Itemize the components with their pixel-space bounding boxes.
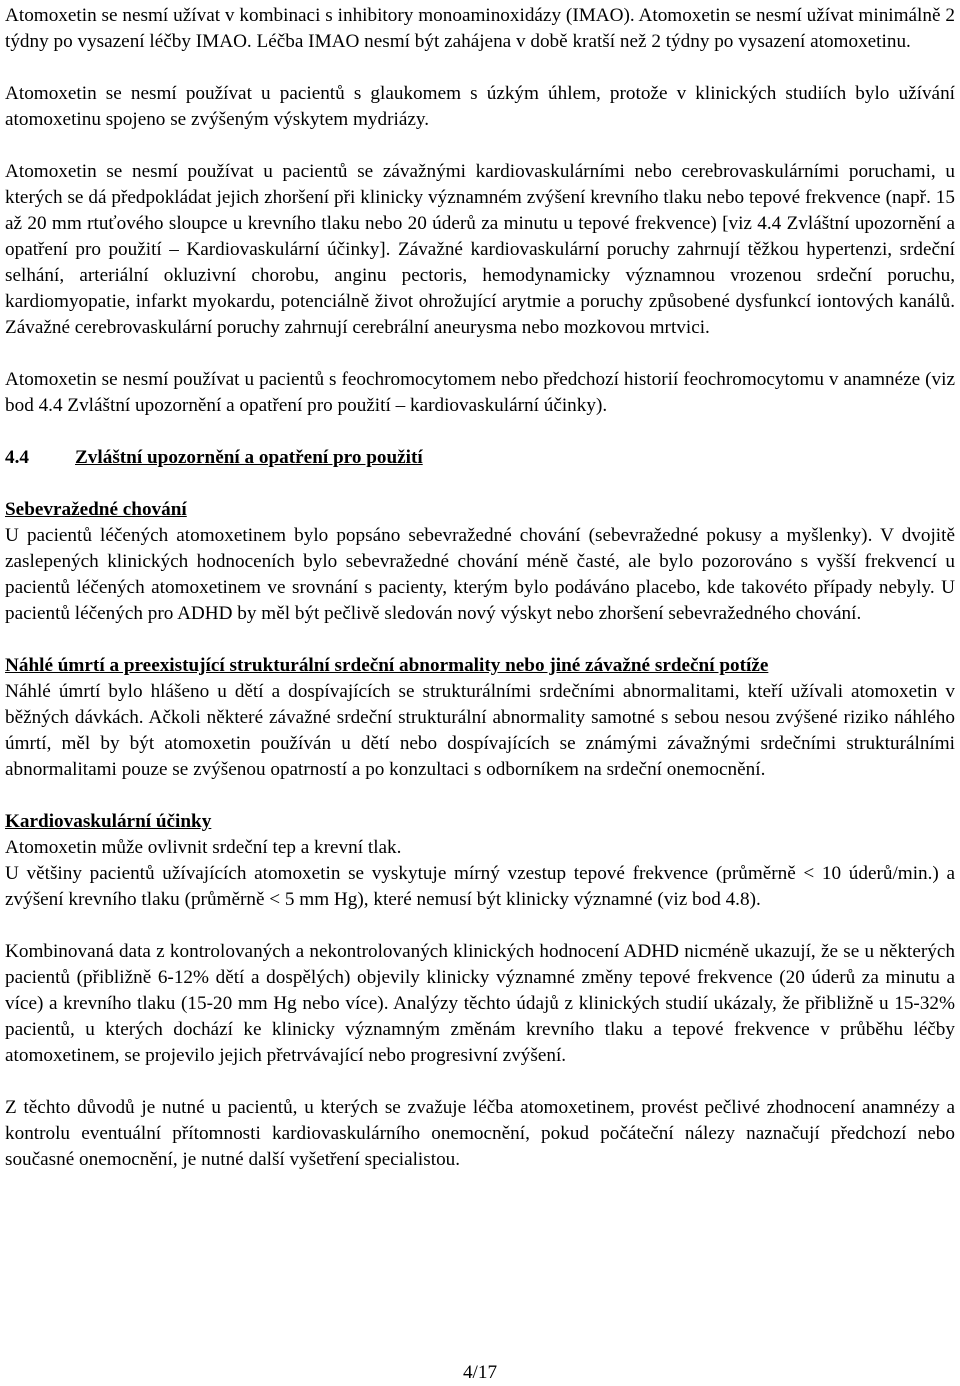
cardiovascular-combined-data-paragraph: Kombinovaná data z kontrolovaných a nekontrolovaných klinických hodnocení ADHD nicméně ukazují, že se u některých pacientů (přibližně 6-12% dětí a dospělých) objevily klinicky významné změny tepové frekvence (20 úderů za minutu a více) a krevního tlaku (15-20 mm Hg nebo více). Analýzy těchto údajů z klinických studií ukázaly, že přibližně u 15-32% pacientů, u kterých dochází ke klinicky významným změnám krevního tlaku a tepové frekvence v průběhu léčby atomoxetinem, se projevilo jejich přetrvávající nebo progresivní zvýšení. [5,941,955,1066]
document-page [5,3,955,1173]
cardiovascular-effects-line: Atomoxetin může ovlivnit srdeční tep a krevní tlak. [5,837,402,858]
suicidal-behaviour-paragraph: U pacientů léčených atomoxetinem bylo popsáno sebevražedné chování (sebevražedné pokusy a myšlenky). V dvojitě zaslepených klinických hodnoceních bylo sebevražedné chování méně časté, ale bylo pozorováno s vyšší frekvencí u pacientů léčených atomoxetinem ve srovnání s pacienty, kterým bylo podáváno placebo, kde takovéto případy nebyly. U pacientů léčených pro ADHD by měl být pečlivě sledován nový výskyt nebo zhoršení sebevražedného chování. [5,525,955,624]
section-heading [5,445,955,471]
contraindication-pheochromocytoma-paragraph: Atomoxetin se nesmí používat u pacientů s feochromocytomem nebo předchozí historií feochromocytomu v anamnéze (viz bod 4.4 Zvláštní upozornění a opatření pro použití – kardiovaskulární účinky). [5,369,955,416]
section-number: 4.4 [5,447,29,468]
cardiovascular-evaluation-paragraph: Z těchto důvodů je nutné u pacientů, u kterých se zvažuje léčba atomoxetinem, provést pečlivé zhodnocení anamnézy a kontrolu eventuální přítomnosti kardiovaskulárního onemocnění, pokud počáteční nálezy naznačují předchozí nebo současné onemocnění, je nutné další vyšetření specialistou. [5,1097,955,1170]
suicidal-behaviour-heading: Sebevražedné chování [5,499,187,520]
cardiovascular-effects-paragraph: U většiny pacientů užívajících atomoxetin se vyskytuje mírný vzestup tepové frekvence (průměrně < 10 úderů/min.) a zvýšení krevního tlaku (průměrně < 5 mm Hg), které nemusí být klinicky významné (viz bod 4.8). [5,863,955,910]
sudden-death-heading: Náhlé úmrtí a preexistující strukturální srdeční abnormality nebo jiné závažné srdeční potíže [5,655,769,676]
section-title: Zvláštní upozornění a opatření pro použití [75,447,423,468]
sudden-death-paragraph: Náhlé úmrtí bylo hlášeno u dětí a dospívajících se strukturálními srdečními abnormalitami, kteří užívali atomoxetin v běžných dávkách. Ačkoli některé závažné srdeční strukturální abnormality samotné s sebou nesou zvýšené riziko náhlého úmrtí, měl by být atomoxetin používán u dětí nebo dospívajících se známými závažnými srdečními strukturálními abnormalitami pouze se zvýšenou opatrností a po konzultaci s odborníkem na srdeční onemocnění. [5,681,955,780]
contraindication-cardiovascular-paragraph: Atomoxetin se nesmí používat u pacientů se závažnými kardiovaskulárními nebo cerebrovaskulárními poruchami, u kterých se dá předpokládat jejich zhoršení při klinicky významném zvýšení krevního tlaku nebo tepové frekvence (např. 15 až 20 mm rtuťového sloupce u krevního tlaku nebo 20 úderů za minutu u tepové frekvence) [viz 4.4 Zvláštní upozornění a opatření pro použití – Kardiovaskulární účinky]. Závažné kardiovaskulární poruchy zahrnují těžkou hypertenzi, srdeční selhání, arteriální okluzivní chorobu, anginu pectoris, hemodynamicky významnou vrozenou srdeční poruchu, kardiomyopatie, infarkt myokardu, potenciálně život ohrožující arytmie a poruchy způsobené dysfunkcí iontových kanálů. Závažné cerebrovaskulární poruchy zahrnují cerebrální aneurysma nebo mozkovou mrtvici. [5,161,955,338]
contraindication-imao-paragraph: Atomoxetin se nesmí užívat v kombinaci s inhibitory monoaminoxidázy (IMAO). Atomoxetin se nesmí užívat minimálně 2 týdny po vysazení léčby IMAO. Léčba IMAO nesmí být zahájena v době kratší než 2 týdny po vysazení atomoxetinu. [5,5,955,52]
cardiovascular-effects-heading: Kardiovaskulární účinky [5,811,212,832]
contraindication-glaucoma-paragraph: Atomoxetin se nesmí používat u pacientů s glaukomem s úzkým úhlem, protože v klinických studiích bylo užívání atomoxetinu spojeno se zvýšeným výskytem mydriázy. [5,83,955,130]
page-number: 4/17 [462,1362,498,1383]
